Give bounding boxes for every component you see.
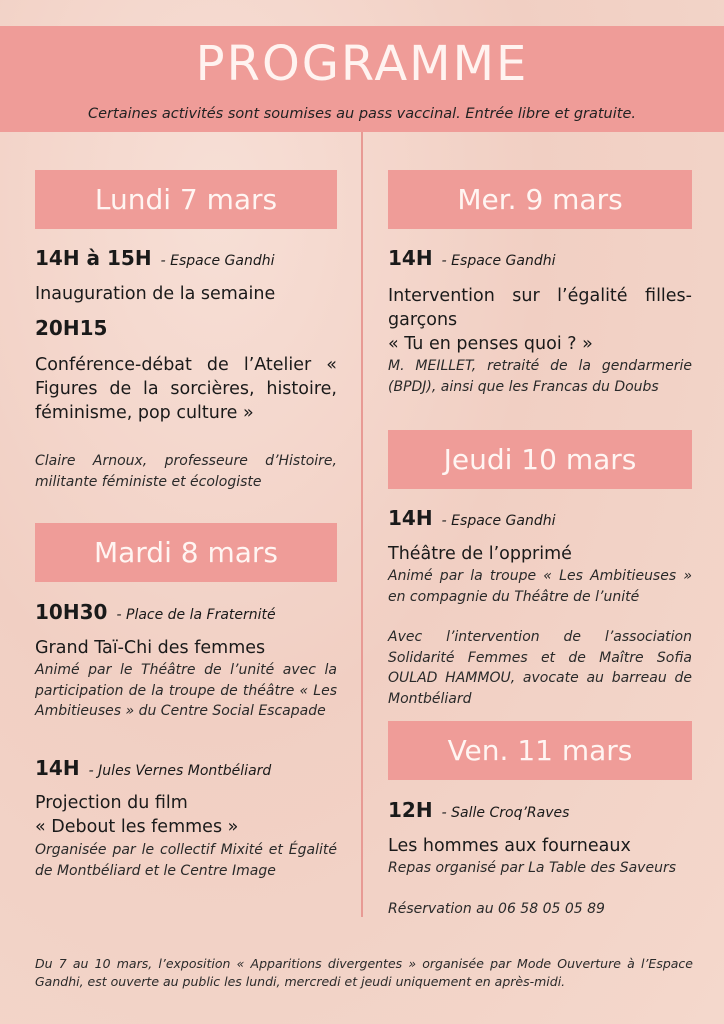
event-place: - Salle Croq’Raves [441,805,570,821]
event-place: - Espace Gandhi [441,253,556,269]
event-title: Conférence-débat de l’Atelier « Figures de la sorcières, histoire, féminisme, pop culture » [35,355,337,423]
day-banner-vendredi: Ven. 11 mars [388,721,692,780]
event-time: 14H [388,246,433,270]
event-time: 14H à 15H [35,246,152,270]
event-title: Théâtre de l’opprimé [388,544,572,564]
event-title: Grand Taï-Chi des femmes [35,638,266,658]
event-time-line [388,246,556,270]
event-time: 12H [388,798,433,822]
event-description: Animé par le Théâtre de l’unité avec la participation de la troupe de théâtre « Les Ambitieuses » du Centre Social Escapade [35,662,337,719]
event-time-line [35,756,271,780]
exhibition-note: Du 7 au 10 mars, l’exposition « Apparitions divergentes » organisée par Mode Ouverture à l’Espace Gandhi, est ouverte au public les lundi, mercredi et jeudi uniquement en après-midi. [35,956,693,989]
event-description: Réservation au 06 58 05 05 89 [388,901,605,917]
event-title-line: Projection du film [35,793,188,813]
event-title: Inauguration de la semaine [35,284,276,304]
programme-header [0,26,724,132]
event-time-line [388,506,556,530]
column-divider [361,132,363,917]
event-time: 14H [35,756,80,780]
event-place: - Espace Gandhi [441,513,556,529]
event-description: Organisée par le collectif Mixité et Égalité de Montbéliard et le Centre Image [35,842,337,879]
event-time: 20H15 [35,316,108,340]
event-title [35,791,337,839]
event-place: - Espace Gandhi [160,253,275,269]
event-time-line [35,246,274,270]
page-title: PROGRAMME [195,36,529,92]
event-description: Animé par la troupe « Les Ambitieuses » en compagnie du Théâtre de l’unité [388,568,692,605]
event-subtitle: « Tu en penses quoi ? » [388,334,593,354]
event-place: - Jules Vernes Montbéliard [88,763,272,779]
event-title: Intervention sur l’égalité filles-garçons [388,286,692,330]
event-description: M. MEILLET, retraité de la gendarmerie (BPDJ), ainsi que les Francas du Doubs [388,358,692,395]
day-banner-mardi: Mardi 8 mars [35,523,337,582]
event-description: Avec l’intervention de l’association Solidarité Femmes et de Maître Sofia OULAD HAMMOU, avocate au barreau de Montbéliard [388,629,692,707]
event-title-line: « Debout les femmes » [35,817,239,837]
event-time-line [35,600,276,624]
event-place: - Place de la Fraternité [116,607,276,623]
day-banner-mercredi: Mer. 9 mars [388,170,692,229]
day-banner-lundi: Lundi 7 mars [35,170,337,229]
event-time: 14H [388,506,433,530]
event-title: Les hommes aux fourneaux [388,836,631,856]
event-description: Claire Arnoux, professeure d’Histoire, militante féministe et écologiste [35,453,337,490]
event-time-line [388,798,569,822]
day-banner-jeudi: Jeudi 10 mars [388,430,692,489]
event-time-line [35,316,107,340]
header-subtitle: Certaines activités sont soumises au pass vaccinal. Entrée libre et gratuite. [88,106,636,122]
event-description: Repas organisé par La Table des Saveurs [388,860,676,876]
event-time: 10H30 [35,600,108,624]
